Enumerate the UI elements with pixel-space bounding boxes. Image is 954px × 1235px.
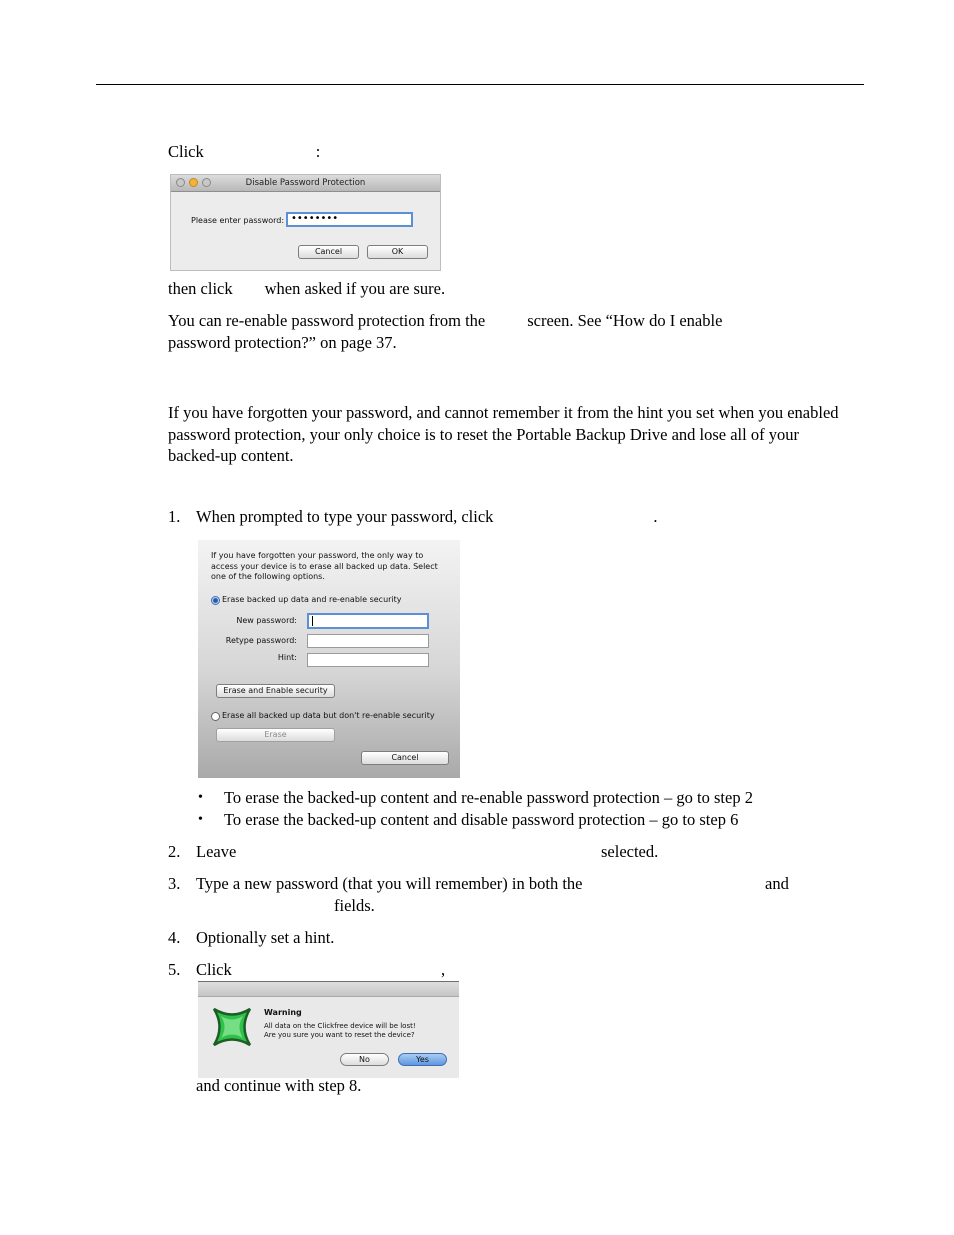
yes-button[interactable]: Yes — [398, 1053, 447, 1066]
cancel-button[interactable]: Cancel — [298, 245, 359, 259]
step-5-text: Click — [196, 960, 232, 979]
step-2-number: 2. — [168, 842, 181, 861]
reenable-text-a: You can re-enable password protection from the — [168, 311, 486, 330]
step-1-suffix: . — [653, 507, 658, 526]
bullet-1-text: To erase the backed-up content and re-enable password protection – go to step 2 — [224, 788, 753, 807]
reenable-line-2: password protection?” on page 37. — [168, 333, 397, 352]
click-prefix: Click — [168, 142, 204, 161]
disable-password-dialog — [170, 174, 441, 271]
step-1-label: When prompted to type your password, click — [196, 507, 494, 526]
retype-password-label: Retype password: — [225, 636, 297, 645]
bullet-2-text: To erase the backed-up content and disable password protection – go to step 6 — [224, 810, 739, 829]
text-cursor — [312, 616, 313, 626]
reset-message: If you have forgotten your password, the only way to access your device is to erase all backed up data. Select one of the following options. — [211, 551, 438, 581]
new-password-field[interactable] — [307, 613, 429, 629]
reenable-line-1 — [168, 310, 722, 332]
then-click-prefix: then click — [168, 279, 233, 298]
step-3-number: 3. — [168, 874, 181, 893]
reset-device-dialog — [198, 540, 460, 778]
password-field[interactable]: •••••••• — [286, 212, 413, 227]
step-3-text: Type a new password (that you will remember) in both the — [196, 874, 583, 893]
step-1-number: 1. — [168, 507, 181, 526]
click-instruction — [168, 141, 320, 163]
erase-reenable-option-label: Erase backed up data and re-enable security — [222, 595, 402, 604]
step-4-number: 4. — [168, 928, 181, 947]
warning-titlebar — [198, 982, 459, 997]
new-password-label: New password: — [236, 616, 297, 625]
zoom-icon[interactable] — [202, 178, 211, 187]
warning-line-2: Are you sure you want to reset the device? — [264, 1031, 415, 1039]
continue-step-8-text: and continue with step 8. — [196, 1076, 362, 1095]
step-3-fields: fields. — [334, 896, 375, 915]
no-button[interactable]: No — [340, 1053, 389, 1066]
step-3-and: and — [765, 874, 789, 893]
close-icon[interactable] — [176, 178, 185, 187]
header-rule — [96, 84, 864, 85]
bullet-dot-1: • — [198, 790, 203, 805]
step-5-suffix: , — [441, 960, 446, 979]
then-click-line — [168, 278, 445, 300]
warning-dialog — [198, 981, 459, 1078]
ok-button[interactable]: OK — [367, 245, 428, 259]
bullet-dot-2: • — [198, 812, 203, 827]
erase-enable-security-button[interactable]: Erase and Enable security — [216, 684, 335, 698]
step-5-number: 5. — [168, 960, 181, 979]
reset-cancel-button[interactable]: Cancel — [361, 751, 449, 765]
step-2-suffix: selected. — [601, 842, 659, 861]
warning-title: Warning — [264, 1008, 302, 1017]
minimize-icon[interactable] — [189, 178, 198, 187]
warning-line-1: All data on the Clickfree device will be lost! — [264, 1022, 416, 1030]
reenable-text-b: screen. See “How do I enable — [527, 311, 723, 330]
dialog-title: Disable Password Protection — [245, 178, 366, 188]
then-click-suffix: when asked if you are sure. — [264, 279, 446, 298]
retype-password-field[interactable] — [307, 634, 429, 648]
erase-reenable-radio[interactable] — [211, 596, 220, 605]
step-4-text: Optionally set a hint. — [196, 928, 335, 947]
hint-label: Hint: — [277, 653, 297, 662]
erase-button[interactable]: Erase — [216, 728, 335, 742]
erase-no-security-radio[interactable] — [211, 712, 220, 721]
dialog-titlebar — [171, 175, 440, 192]
password-prompt-label: Please enter password: — [191, 216, 285, 225]
forgot-password-paragraph: If you have forgotten your password, and cannot remember it from the hint you set when you enabled password protection, your only choice is to reset the Portable Backup Drive and lose all of your backed-up content. — [168, 403, 839, 465]
erase-no-security-option-label: Erase all backed up data but don't re-enable security — [222, 711, 435, 720]
click-suffix: : — [315, 142, 321, 161]
step-2-text: Leave — [196, 842, 237, 861]
step-1-text — [196, 506, 658, 528]
clickfree-logo-icon — [211, 1006, 253, 1048]
hint-field[interactable] — [307, 653, 429, 667]
